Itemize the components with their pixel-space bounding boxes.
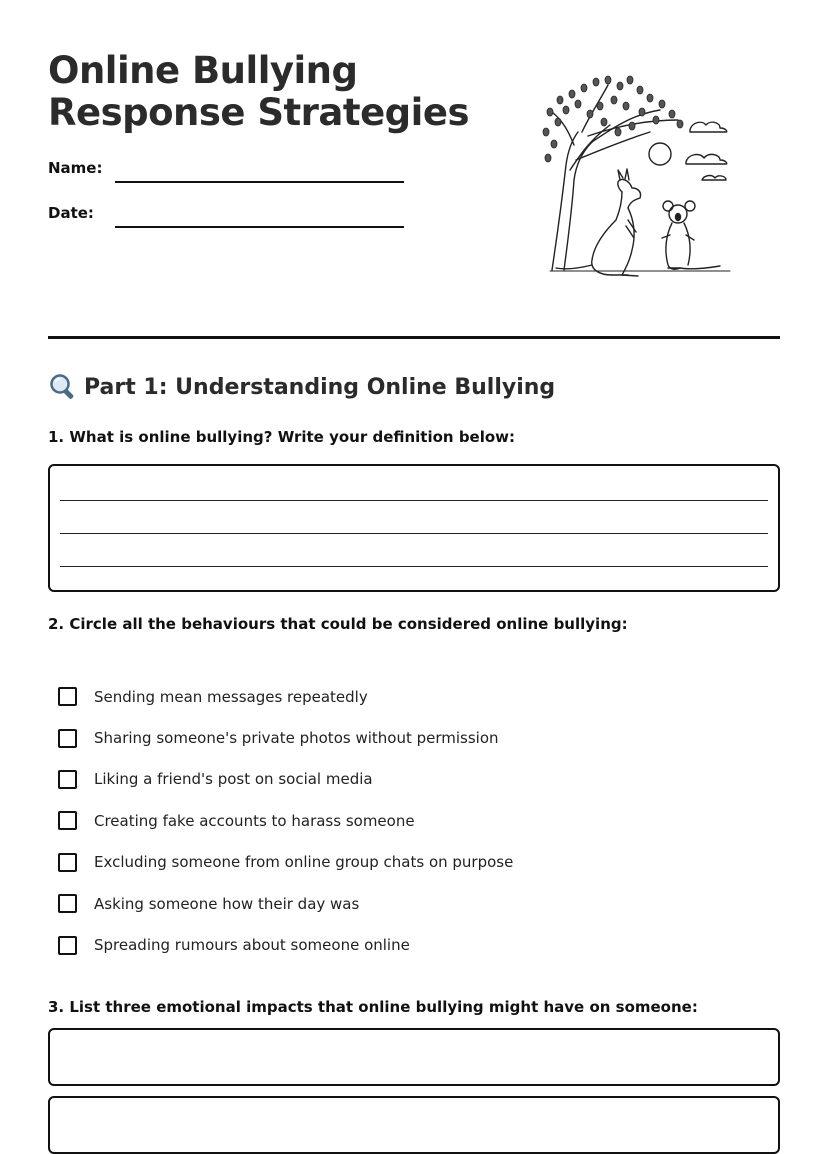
behaviour-item[interactable] xyxy=(58,842,513,883)
checkbox[interactable] xyxy=(58,853,77,872)
behaviour-label: Liking a friend's post on social media xyxy=(94,770,373,789)
impact-answer-box-2[interactable] xyxy=(48,1096,780,1154)
behaviour-label: Excluding someone from online group chats on purpose xyxy=(94,853,514,872)
part1-heading-text: Part 1: Understanding Online Bullying xyxy=(84,374,556,400)
title-line-2: Response Strategies xyxy=(48,91,469,134)
part1-heading xyxy=(48,372,555,402)
behaviour-item[interactable] xyxy=(58,676,513,717)
question-2: 2. Circle all the behaviours that could be considered online bullying: xyxy=(48,615,628,633)
magnifying-glass-icon xyxy=(48,372,78,402)
name-label: Name: xyxy=(48,159,103,177)
answer-line xyxy=(60,533,768,534)
behaviour-item[interactable] xyxy=(58,883,513,924)
behaviour-label: Spreading rumours about someone online xyxy=(94,936,410,955)
date-field[interactable] xyxy=(115,226,404,228)
behaviour-item[interactable] xyxy=(58,800,513,841)
checkbox[interactable] xyxy=(58,894,77,913)
checkbox[interactable] xyxy=(58,811,77,830)
behaviour-item[interactable] xyxy=(58,759,513,800)
behaviour-label: Sharing someone's private photos without permission xyxy=(94,729,499,748)
checkbox[interactable] xyxy=(58,729,77,748)
answer-line xyxy=(60,566,768,567)
checkbox[interactable] xyxy=(58,770,77,789)
question-1: 1. What is online bullying? Write your definition below: xyxy=(48,428,516,446)
header-divider xyxy=(48,336,780,339)
checkbox[interactable] xyxy=(58,687,77,706)
behaviour-label: Creating fake accounts to harass someone xyxy=(94,811,415,830)
behaviour-label: Asking someone how their day was xyxy=(94,894,360,913)
answer-line xyxy=(60,500,768,501)
impact-answer-box-1[interactable] xyxy=(48,1028,780,1086)
checkbox[interactable] xyxy=(58,936,77,955)
worksheet-title xyxy=(48,50,469,134)
title-line-1: Online Bullying xyxy=(48,49,358,92)
question-3: 3. List three emotional impacts that online bullying might have on someone: xyxy=(48,998,698,1016)
name-field[interactable] xyxy=(115,181,404,183)
behaviour-item[interactable] xyxy=(58,717,513,758)
date-label: Date: xyxy=(48,204,94,222)
behaviour-item[interactable] xyxy=(58,924,513,965)
behaviour-label: Sending mean messages repeatedly xyxy=(94,687,368,706)
definition-answer-box[interactable] xyxy=(48,464,780,592)
tree-kangaroo-koala-illustration xyxy=(530,70,740,290)
behaviour-checklist xyxy=(58,676,513,966)
